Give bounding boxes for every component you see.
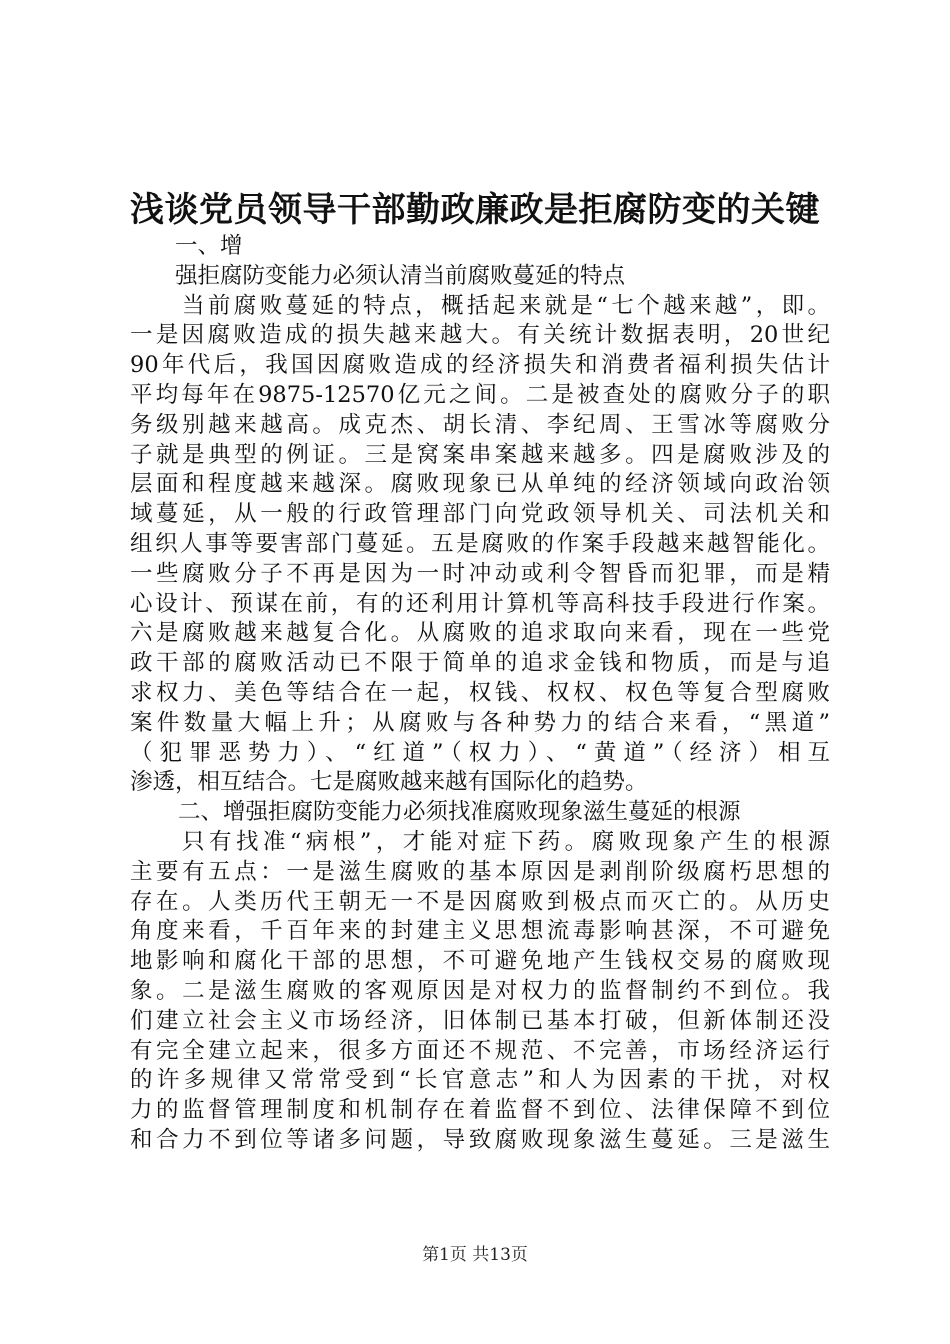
text-line: 当前腐败蔓延的特点，概括起来就是“七个越来越”，即。 xyxy=(182,292,830,319)
text-line: 有完全建立起来，很多方面还不规范、不完善，市场经济运行 xyxy=(130,1037,830,1064)
text-line: 心设计、预谋在前，有的还利用计算机等高科技手段进行作案。 xyxy=(130,590,830,617)
text-line: 域蔓延，从一般的行政管理部门向党政领导机关、司法机关和 xyxy=(130,501,830,528)
text-line: 一、增 xyxy=(175,233,243,259)
document-title: 浅谈党员领导干部勤政廉政是拒腐防变的关键 xyxy=(130,190,820,230)
document-body xyxy=(130,232,830,1156)
text-line: 们建立社会主义市场经济，旧体制已基本打破，但新体制还没 xyxy=(130,1007,830,1034)
text-line: 和合力不到位等诸多问题，导致腐败现象滋生蔓延。三是滋生 xyxy=(130,1126,830,1153)
text-line: 主要有五点：一是滋生腐败的基本原因是剥削阶级腐朽思想的 xyxy=(130,858,830,885)
section-heading: 二、增强拒腐防变能力必须找准腐败现象滋生蔓延的根源 xyxy=(178,799,741,826)
text-line: 力的监督管理制度和机制存在着监督不到位、法律保障不到位 xyxy=(130,1097,830,1124)
text-line: 案件数量大幅上升；从腐败与各种势力的结合来看，“黑道” xyxy=(130,709,830,736)
text-line: 一些腐败分子不再是因为一时冲动或利令智昏而犯罪，而是精 xyxy=(130,560,830,587)
text-line: 渗透，相互结合。七是腐败越来越有国际化的趋势。 xyxy=(130,769,648,796)
text-line: 存在。人类历代王朝无一不是因腐败到极点而灭亡的。从历史 xyxy=(130,888,830,915)
text-line: 只有找准“病根”，才能对症下药。腐败现象产生的根源 xyxy=(182,828,830,855)
text-line: 一是因腐败造成的损失越来越大。有关统计数据表明，20世纪 xyxy=(130,322,830,349)
text-line: 90年代后，我国因腐败造成的经济损失和消费者福利损失估计 xyxy=(130,352,830,379)
text-line: 求权力、美色等结合在一起，权钱、权权、权色等复合型腐败 xyxy=(130,679,830,706)
text-line: 的许多规律又常常受到“长官意志”和人为因素的干扰，对权 xyxy=(130,1067,830,1094)
text-line: 强拒腐防变能力必须认清当前腐败蔓延的特点 xyxy=(175,262,626,289)
text-line: 政干部的腐败活动已不限于简单的追求金钱和物质，而是与追 xyxy=(130,650,830,677)
text-line: 角度来看，千百年来的封建主义思想流毒影响甚深，不可避免 xyxy=(130,918,830,945)
text-line: 层面和程度越来越深。腐败现象已从单纯的经济领域向政治领 xyxy=(130,471,830,498)
text-line: 地影响和腐化干部的思想，不可避免地产生钱权交易的腐败现 xyxy=(130,948,830,975)
text-line: （犯罪恶势力）、“红道”（权力）、“黄道”（经济）相互 xyxy=(130,739,830,766)
text-line: 组织人事等要害部门蔓延。五是腐败的作案手段越来越智能化。 xyxy=(130,530,830,557)
text-line: 子就是典型的例证。三是窝案串案越来越多。四是腐败涉及的 xyxy=(130,441,830,468)
text-line: 平均每年在9875-12570亿元之间。二是被查处的腐败分子的职 xyxy=(130,381,830,408)
text-line: 务级别越来越高。成克杰、胡长清、李纪周、王雪冰等腐败分 xyxy=(130,411,830,438)
text-line: 六是腐败越来越复合化。从腐败的追求取向来看，现在一些党 xyxy=(130,620,830,647)
page-number-footer: 第1页 共13页 xyxy=(422,1245,528,1265)
text-line: 象。二是滋生腐败的客观原因是对权力的监督制约不到位。我 xyxy=(130,977,830,1004)
